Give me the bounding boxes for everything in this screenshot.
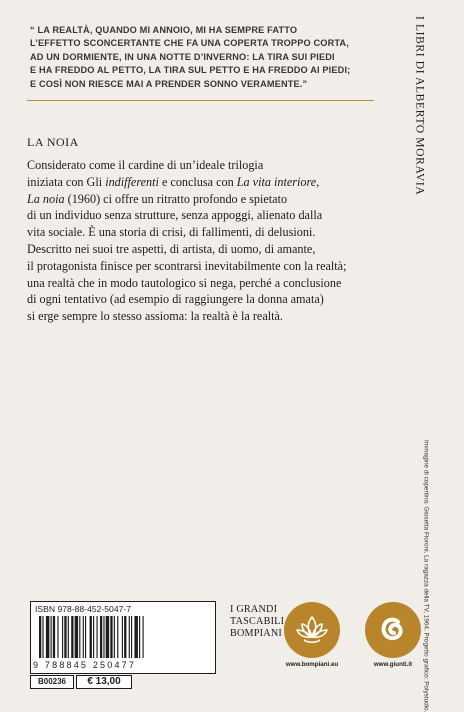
- back-cover-quote: [30, 24, 370, 92]
- quote-line: AD UN DORMIENTE, IN UNA NOTTE D’INVERNO: LA TIRA SUI PIEDI: [30, 51, 335, 62]
- synopsis: [27, 157, 387, 325]
- synopsis-text: ,: [316, 174, 320, 189]
- lotus-flower-icon: [284, 602, 340, 658]
- bompiani-logo: [284, 602, 340, 658]
- barcode-bar: [117, 616, 118, 658]
- barcode-bar: [42, 616, 43, 658]
- synopsis-italic-text: indifferenti: [105, 174, 159, 189]
- barcode-bar: [85, 616, 86, 658]
- series-title: [380, 16, 460, 226]
- synopsis-italic-text: La vita interiore: [236, 174, 317, 189]
- synopsis-line: [27, 174, 387, 191]
- synopsis-line: di un individuo senza strutture, senza appoggi, alienato dalla: [27, 208, 323, 223]
- giunti-spiral-icon: [365, 602, 421, 658]
- synopsis-line: si erge sempre lo stesso assioma: la realtà è la realtà.: [27, 309, 283, 324]
- synopsis-text: (1960) ci offre un ritratto profondo e spietato: [64, 191, 288, 206]
- barcode-bar: [129, 616, 130, 658]
- cover-credits-text: Immagine di copertina: Giosetta Fioroni, La ragazza della TV, 1964. Progetto grafico: Polystudio.: [422, 440, 430, 712]
- collection-line: TASCABILI: [230, 616, 285, 627]
- barcode-bar: [79, 616, 80, 658]
- synopsis-line: una realtà che in modo tautologico si nega, perché a conclusione: [27, 275, 342, 290]
- series-title-text: I LIBRI DI ALBERTO MORAVIA: [413, 16, 427, 196]
- ean-digits: 9 788845 250477: [33, 660, 137, 670]
- barcode-bar: [57, 616, 58, 658]
- quote-line: L’EFFETTO SCONCERTANTE CHE FA UNA COPERTA TROPPO CORTA,: [30, 38, 349, 49]
- barcode-bar: [122, 616, 123, 658]
- barcode-bar: [53, 616, 55, 658]
- synopsis-line: vita sociale. È una storia di crisi, di fallimenti, di delusioni.: [27, 225, 316, 240]
- barcode-bar: [51, 616, 52, 658]
- barcode-bar: [143, 616, 144, 658]
- synopsis-text: e conclusa con: [158, 174, 237, 189]
- giunti-url: www.giunti.it: [373, 661, 413, 668]
- barcode-bar: [103, 616, 104, 658]
- barcode-bar: [39, 616, 41, 658]
- barcode-bar: [134, 616, 137, 658]
- bompiani-url: www.bompiani.eu: [285, 661, 339, 668]
- barcode-bar: [68, 616, 69, 658]
- synopsis-line: di ogni tentativo (ad esempio di raggiungere la donna amata): [27, 292, 324, 307]
- synopsis-line: il protagonista finisce per scontrarsi inevitabilmente con la realtà;: [27, 258, 347, 273]
- price-label: € 13,00: [76, 675, 132, 689]
- collection-name: [230, 604, 285, 640]
- product-code: B00236: [30, 675, 74, 689]
- barcode-bar: [97, 616, 98, 658]
- giunti-logo: [365, 602, 421, 658]
- barcode-bar: [131, 616, 132, 658]
- barcode-bars: [37, 616, 209, 658]
- book-title-heading: LA NOIA: [27, 135, 79, 149]
- synopsis-text: iniziata con Gli: [27, 174, 106, 189]
- synopsis-line: Considerato come il cardine di un’ideale trilogia: [27, 158, 264, 172]
- cover-credits: [419, 440, 433, 712]
- barcode-bar: [46, 616, 49, 658]
- collection-line: I GRANDI: [230, 604, 278, 615]
- barcode-bar: [93, 616, 94, 658]
- quote-line: E HA FREDDO AL PETTO, LA TIRA SUL PETTO E HA FREDDO AI PIEDI;: [30, 65, 351, 76]
- barcode-bar: [114, 616, 115, 658]
- barcode-bar: [83, 616, 84, 658]
- barcode-bar: [139, 616, 140, 658]
- isbn-label: ISBN 978-88-452-5047-7: [35, 604, 132, 614]
- synopsis-line: Descritto nei suoi tre aspetti, di artista, di uomo, di amante,: [27, 241, 316, 256]
- barcode-bar: [106, 616, 109, 658]
- barcode-bar: [75, 616, 78, 658]
- quote-line: “ LA REALTÀ, QUANDO MI ANNOIO, MI HA SEMPRE FATTO: [30, 25, 298, 35]
- barcode-bar: [110, 616, 112, 658]
- collection-line: BOMPIANI: [230, 628, 282, 639]
- barcode-bar: [90, 616, 92, 658]
- barcode-bar: [64, 616, 66, 658]
- quote-divider: [27, 100, 374, 101]
- barcode-box: [30, 601, 216, 674]
- quote-line: E COSÌ NON RIESCE MAI A PRENDER SONNO VERAMENTE.”: [30, 78, 308, 89]
- synopsis-italic-text: La noia: [27, 191, 65, 206]
- synopsis-line: [27, 191, 387, 208]
- barcode-bar: [100, 616, 102, 658]
- barcode-bar: [62, 616, 63, 658]
- barcode-bar: [71, 616, 73, 658]
- barcode-bar: [124, 616, 126, 658]
